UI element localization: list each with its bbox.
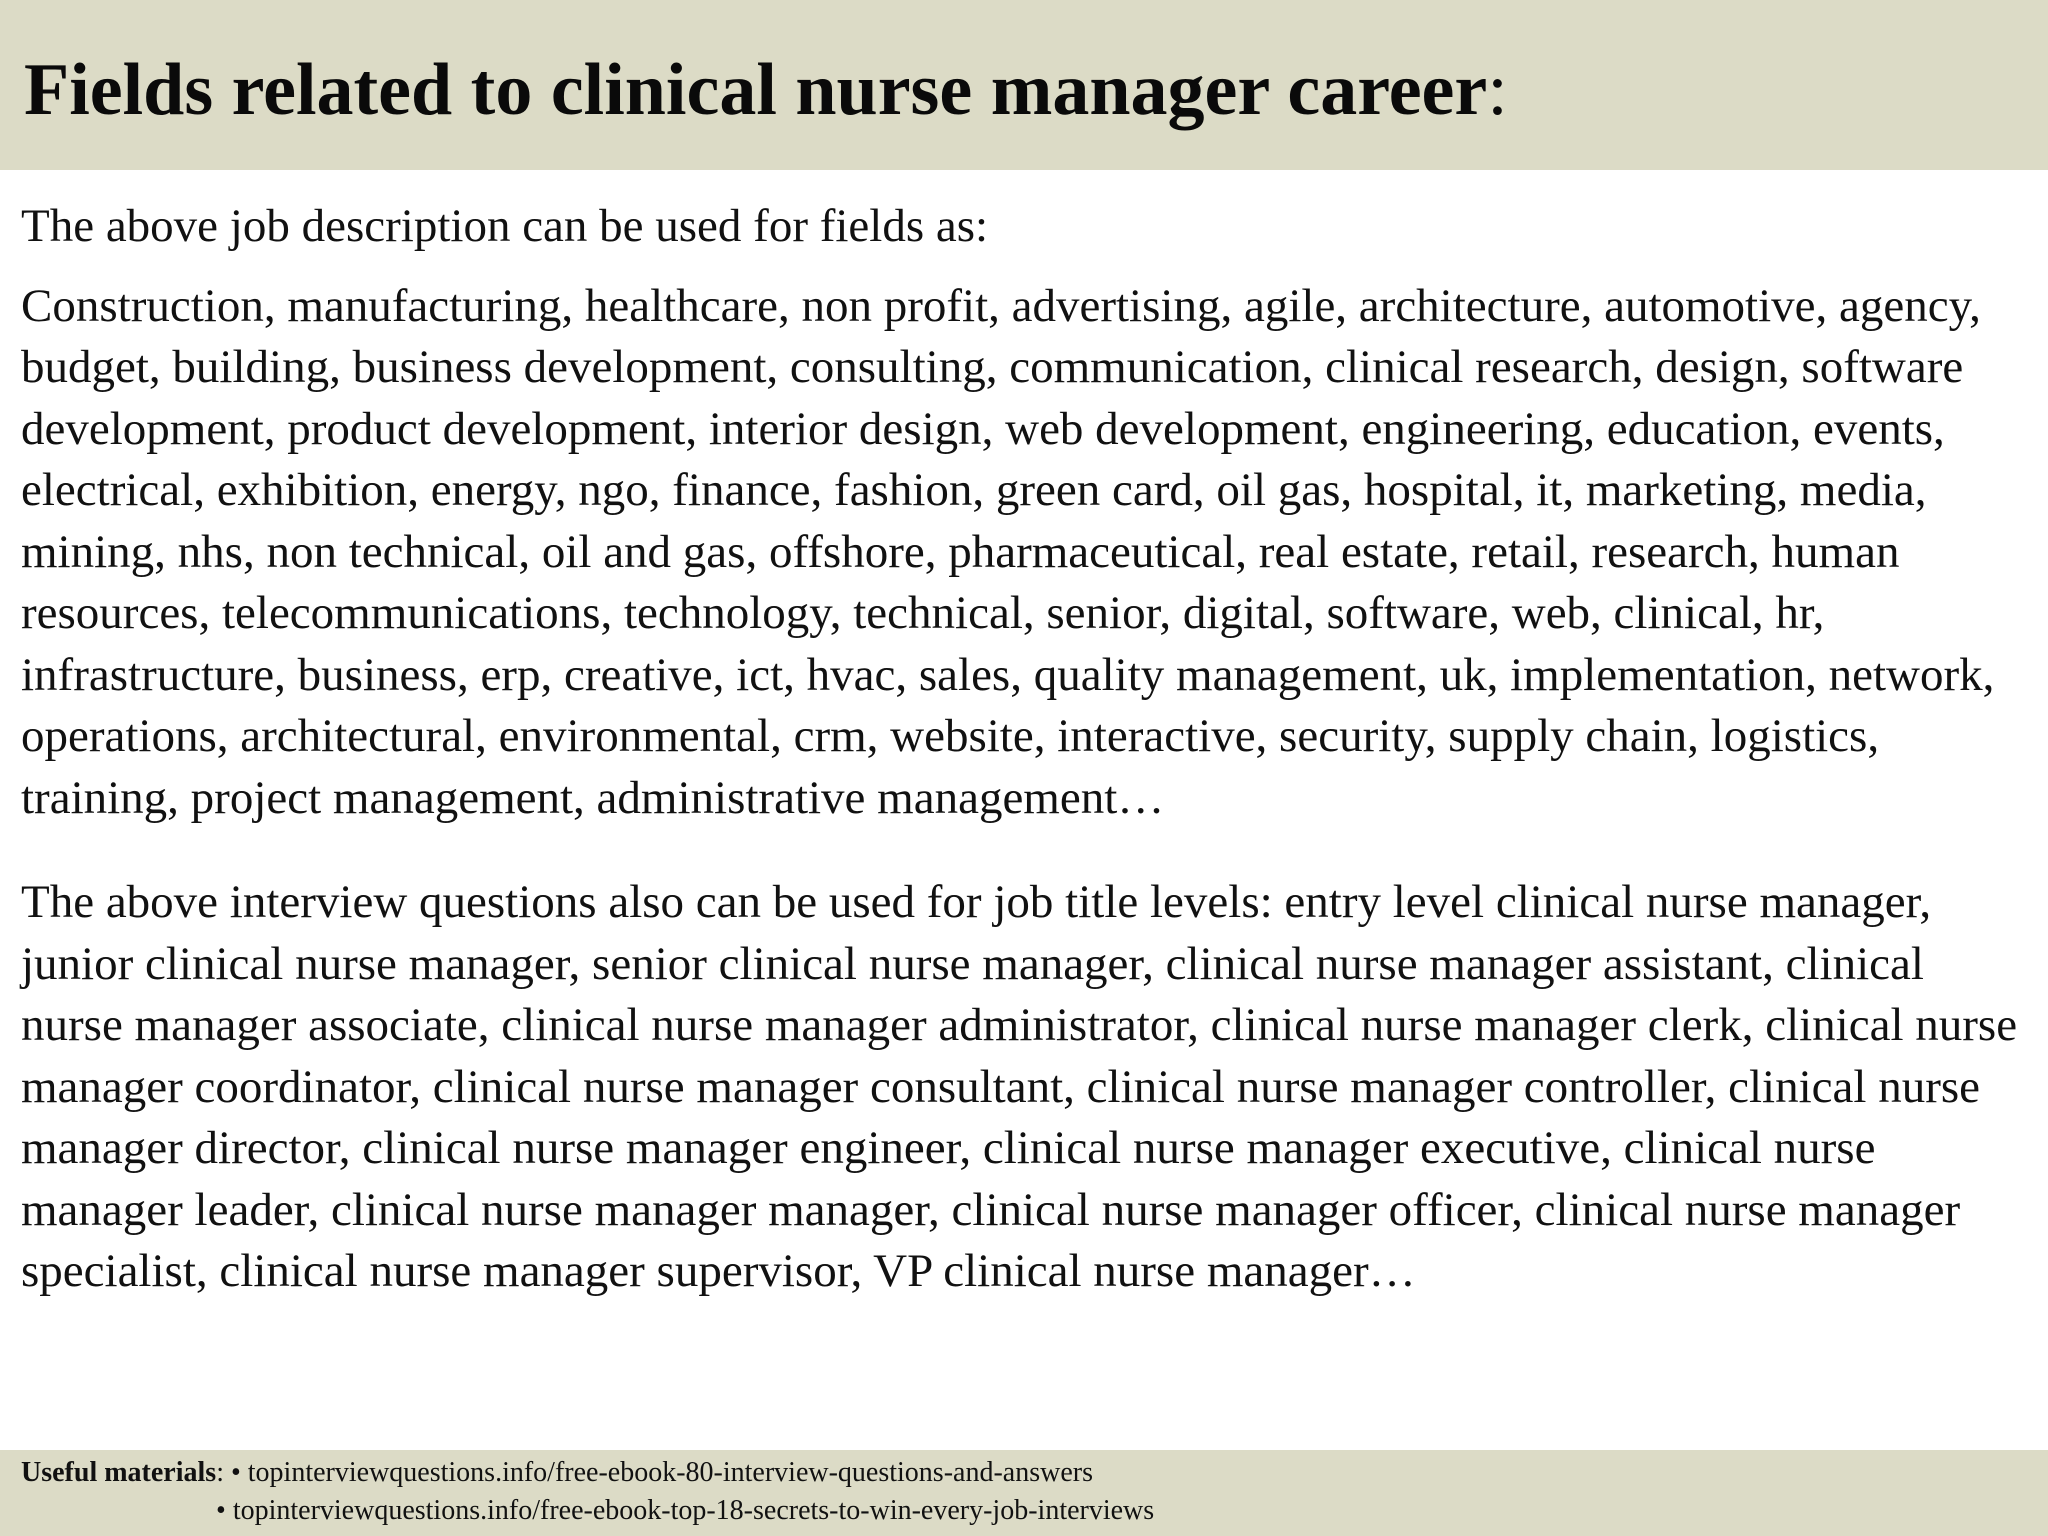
fields-paragraph: Construction, manufacturing, healthcare, non profit, advertising, agile, architecture, automotive, agency, budget, building, business development, consulting, communication, clinical research, design, software development, product development, interior design, web development, engineering, education, events, electrical, exhibition, energy, ngo, finance, fashion, green card, oil gas, hospital, it, marketing, media, mining, nhs, non technical, oil and gas, offshore, pharmaceutical, real estate, retail, research, human resources, telecommunications, technology, technical, senior, digital, software, web, clinical, hr, infrastructure, business, erp, creative, ict, hvac, sales, quality management, uk, implementation, network, operations, architectural, environmental, crm, website, interactive, security, supply chain, logistics, training, project management, administrative management… bbox=[21, 279, 1995, 824]
footer-separator: : • bbox=[216, 1457, 248, 1488]
footer-row-1 bbox=[21, 1455, 1093, 1491]
footer-link-2[interactable]: topinterviewquestions.info/free-ebook-top-18-secrets-to-win-every-job-interviews bbox=[232, 1495, 1155, 1526]
footer-bullet: • bbox=[216, 1495, 233, 1526]
footer-link-1[interactable]: topinterviewquestions.info/free-ebook-80-interview-questions-and-answers bbox=[247, 1457, 1093, 1488]
footer-band bbox=[0, 1450, 2048, 1536]
title-band bbox=[0, 0, 2048, 170]
useful-materials-label: Useful materials bbox=[21, 1457, 217, 1488]
intro-paragraph: The above job description can be used for fields as: bbox=[21, 200, 989, 252]
job-levels-paragraph: The above interview questions also can be used for job title levels: entry level clinical nurse manager, junior clinical nurse manager, senior clinical nurse manager, clinical nurse manager assistant, clinical nurse manager associate, clinical nurse manager administrator, clinical nurse manager clerk, clinical nurse manager coordinator, clinical nurse manager consultant, clinical nurse manager controller, clinical nurse manager director, clinical nurse manager engineer, clinical nurse manager executive, clinical nurse manager leader, clinical nurse manager manager, clinical nurse manager officer, clinical nurse manager specialist, clinical nurse manager supervisor, VP clinical nurse manager… bbox=[21, 876, 2018, 1297]
footer-row-2 bbox=[216, 1493, 1154, 1529]
slide-title bbox=[24, 38, 1508, 142]
slide-body bbox=[21, 196, 2031, 1303]
slide-title-text: Fields related to clinical nurse manager career bbox=[24, 49, 1488, 131]
slide-title-colon: : bbox=[1487, 49, 1508, 131]
